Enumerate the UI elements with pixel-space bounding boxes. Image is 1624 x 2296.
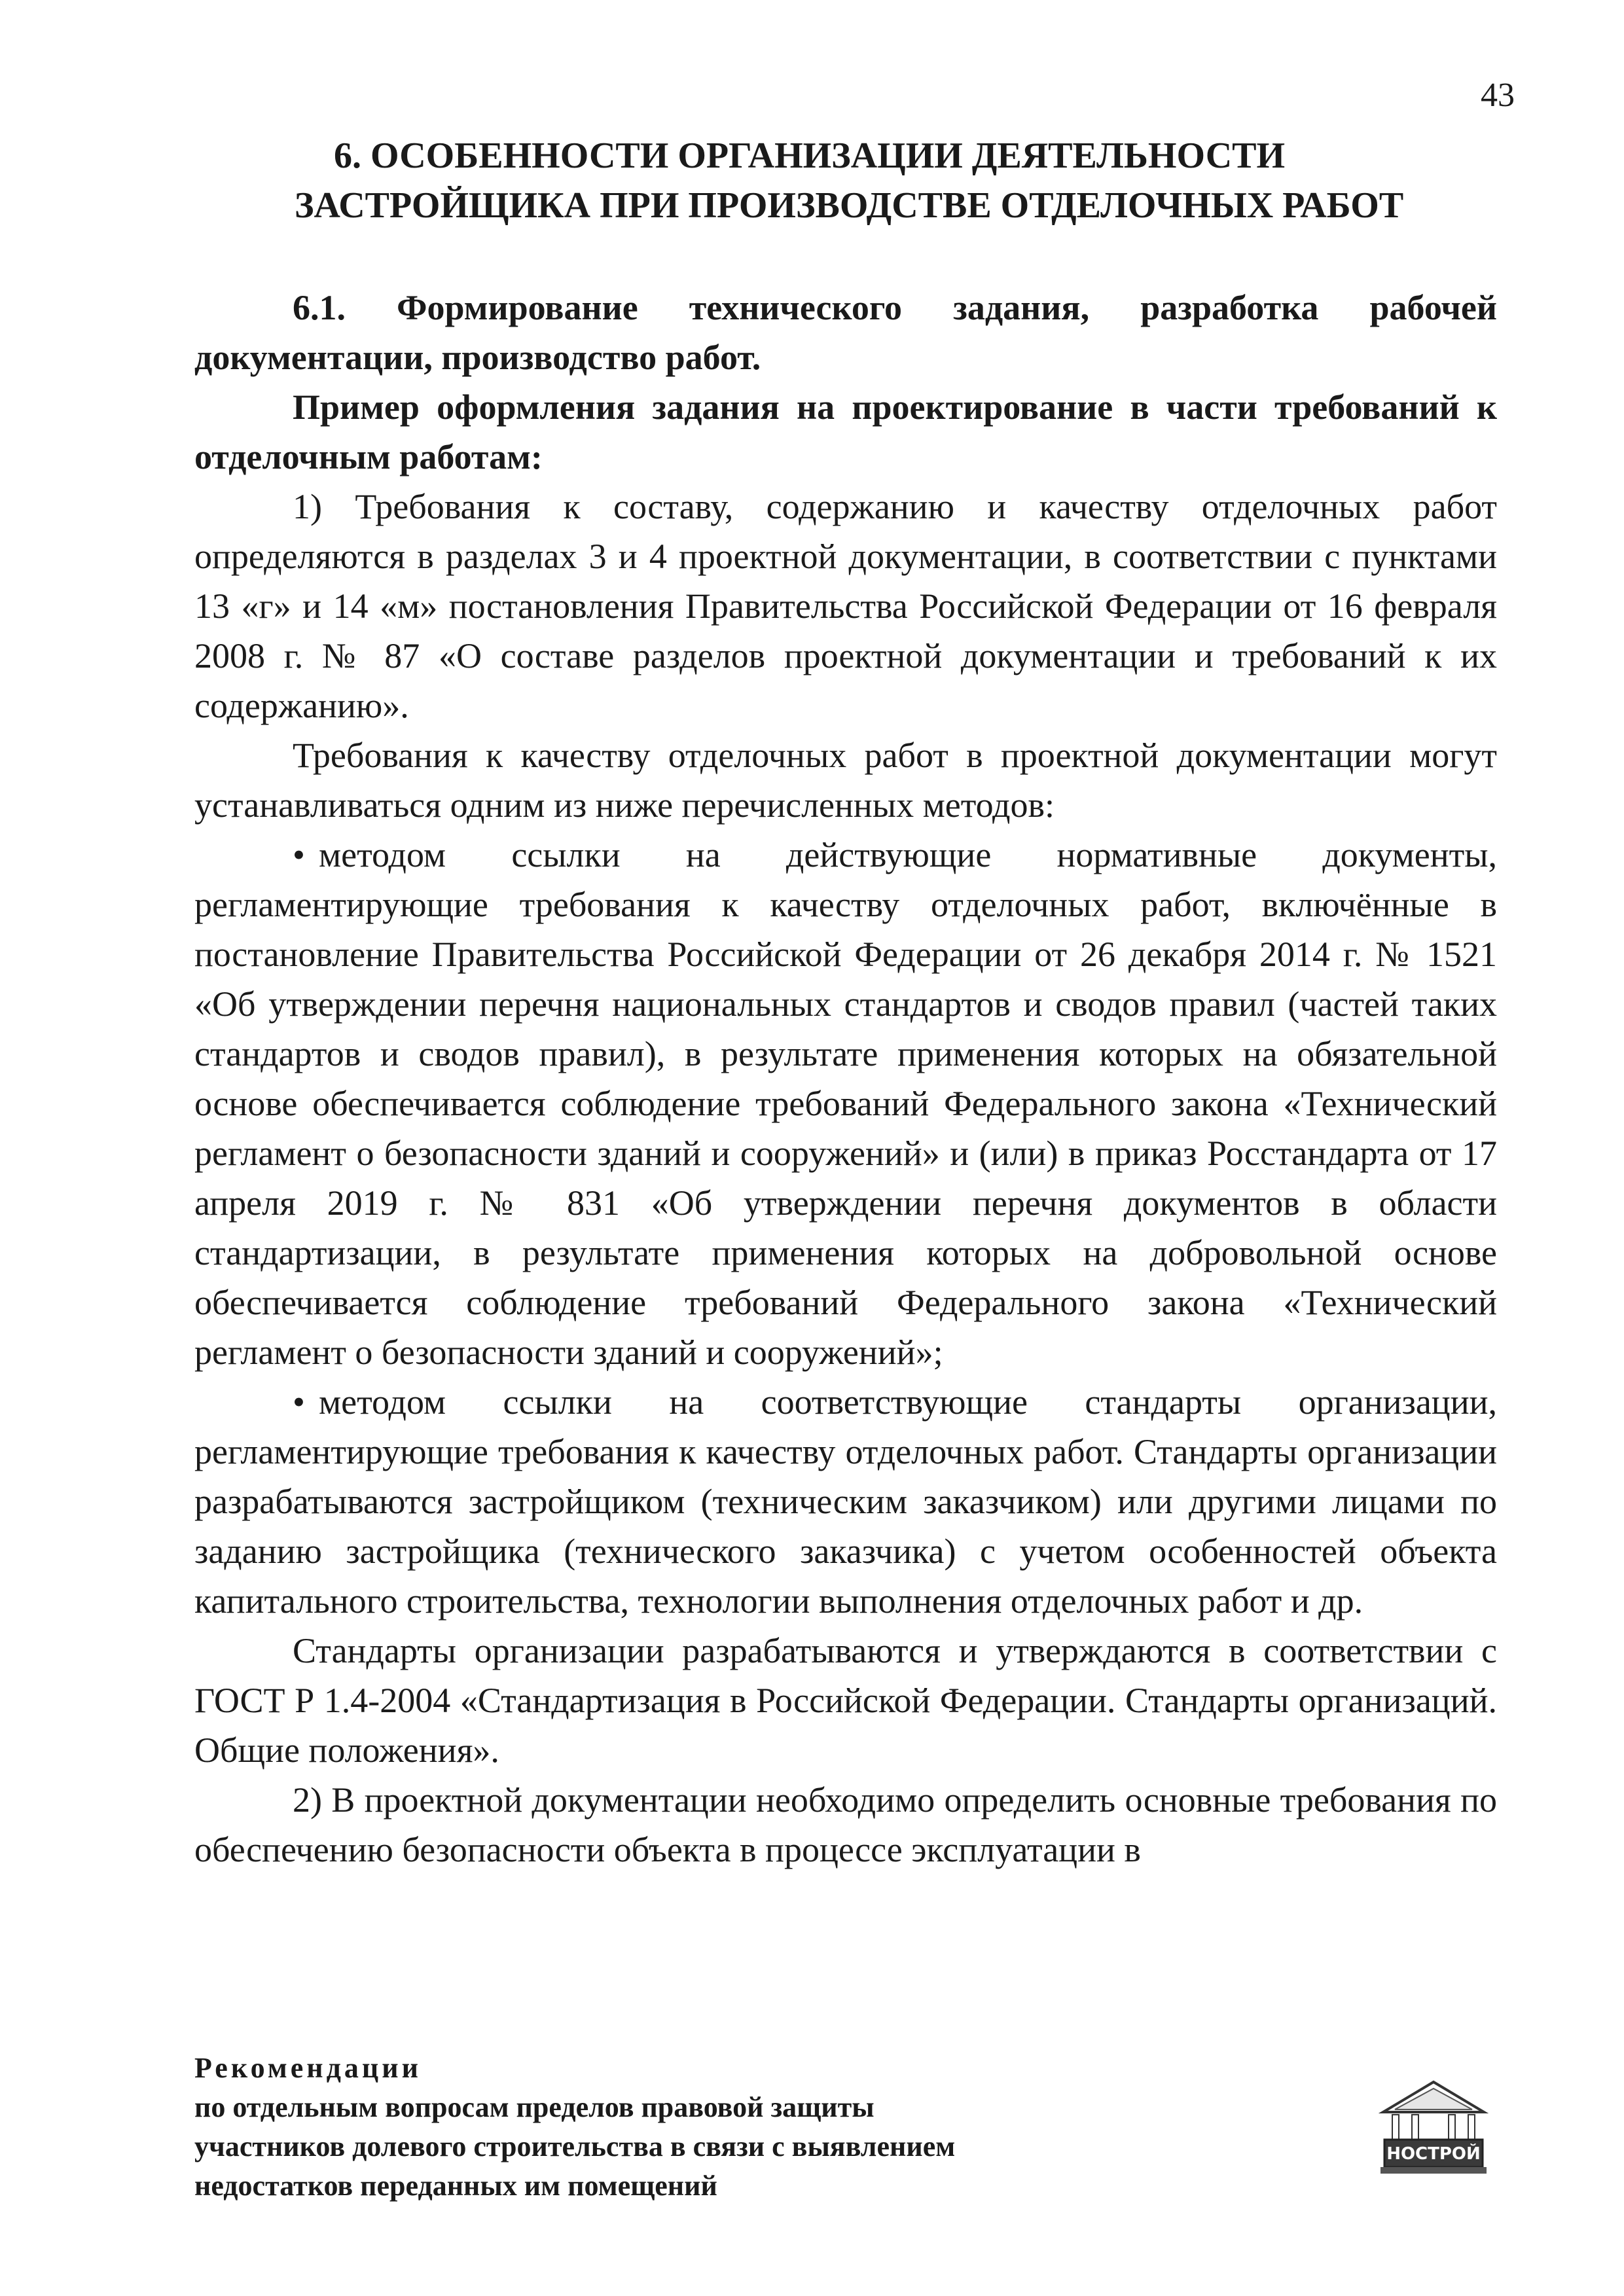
logo-text: НОСТРОЙ <box>1386 2144 1481 2164</box>
footer-line: по отдельным вопросам пределов правовой защиты <box>194 2091 875 2123</box>
page-number: 43 <box>1481 77 1515 114</box>
paragraph-methods-intro: Требования к качеству отделочных работ в проектной документации могут устанавливаться одним из ниже перечисленных методов: <box>194 736 1497 825</box>
bullet-text: методом ссылки на соответствующие стандарты организации, регламентирующие требования к качеству отделочных работ. Стандарты организации разрабатываются застройщиком (техническим заказчиком) или другими лицами по заданию застройщика (технического заказчика) с учетом особенностей объекта капитального строительства, технологии выполнения отделочных работ и др. <box>194 1382 1497 1621</box>
paragraph-safety: 2) В проектной документации необходимо определить основные требования по обеспечению безопасности объекта в процессе эксплуатации в <box>194 1780 1497 1869</box>
footer-title: Рекомендации <box>194 2052 422 2084</box>
section-heading: 6.1. Формирование технического задания, разработка рабочей документации, производство работ. <box>194 288 1497 377</box>
footer-line: недостатков переданных им помещений <box>194 2170 717 2202</box>
footer-line: участников долевого строительства в связи с выявлением <box>194 2130 956 2162</box>
nostroy-logo-icon <box>1378 2078 1489 2176</box>
chapter-title <box>194 131 1497 230</box>
chapter-title-line2: ЗАСТРОЙЩИКА ПРИ ПРОИЗВОДСТВЕ ОТДЕЛОЧНЫХ РАБОТ <box>295 185 1404 226</box>
chapter-title-line1: 6. ОСОБЕННОСТИ ОРГАНИЗАЦИИ ДЕЯТЕЛЬНОСТИ <box>334 135 1286 176</box>
paragraph-standards: Стандарты организации разрабатываются и утверждаются в соответствии с ГОСТ Р 1.4-2004 «Стандартизация в Российской Федерации. Стандарты организаций. Общие положения». <box>194 1631 1497 1770</box>
bullet-mark: • <box>293 1382 305 1422</box>
bullet-mark: • <box>293 835 305 874</box>
page-content <box>194 131 1497 1874</box>
subheading: Пример оформления задания на проектирование в части требований к отделочным работам: <box>194 387 1497 476</box>
footer <box>194 2049 1307 2206</box>
bullet-text: методом ссылки на действующие нормативные документы, регламентирующие требования к качеству отделочных работ, включённые в постановление Правительства Российской Федерации от 26 декабря 2014 г. № 1521 «Об утверждении перечня национальных стандартов и сводов правил (частей таких стандартов и сводов правил), в результате применения которых на обязательной основе обеспечивается соблюдение требований Федерального закона «Технический регламент о безопасности зданий и сооружений» и (или) в приказ Росстандарта от 17 апреля 2019 г. № 831 «Об утверждении перечня документов в области стандартизации, в результате применения которых на добровольной основе обеспечивается соблюдение требований Федерального закона «Технический регламент о безопасности зданий и сооружений»; <box>194 835 1497 1372</box>
paragraph-requirements: 1) Требования к составу, содержанию и качеству отделочных работ определяются в разделах 3 и 4 проектной документации, в соответствии с пунктами 13 «г» и 14 «м» постановления Правительства Российской Федерации от 16 февраля 2008 г. № 87 «О составе разделов проектной документации и требований к их содержанию». <box>194 487 1497 725</box>
bullet-item <box>194 830 1497 1377</box>
bullet-item <box>194 1377 1497 1626</box>
